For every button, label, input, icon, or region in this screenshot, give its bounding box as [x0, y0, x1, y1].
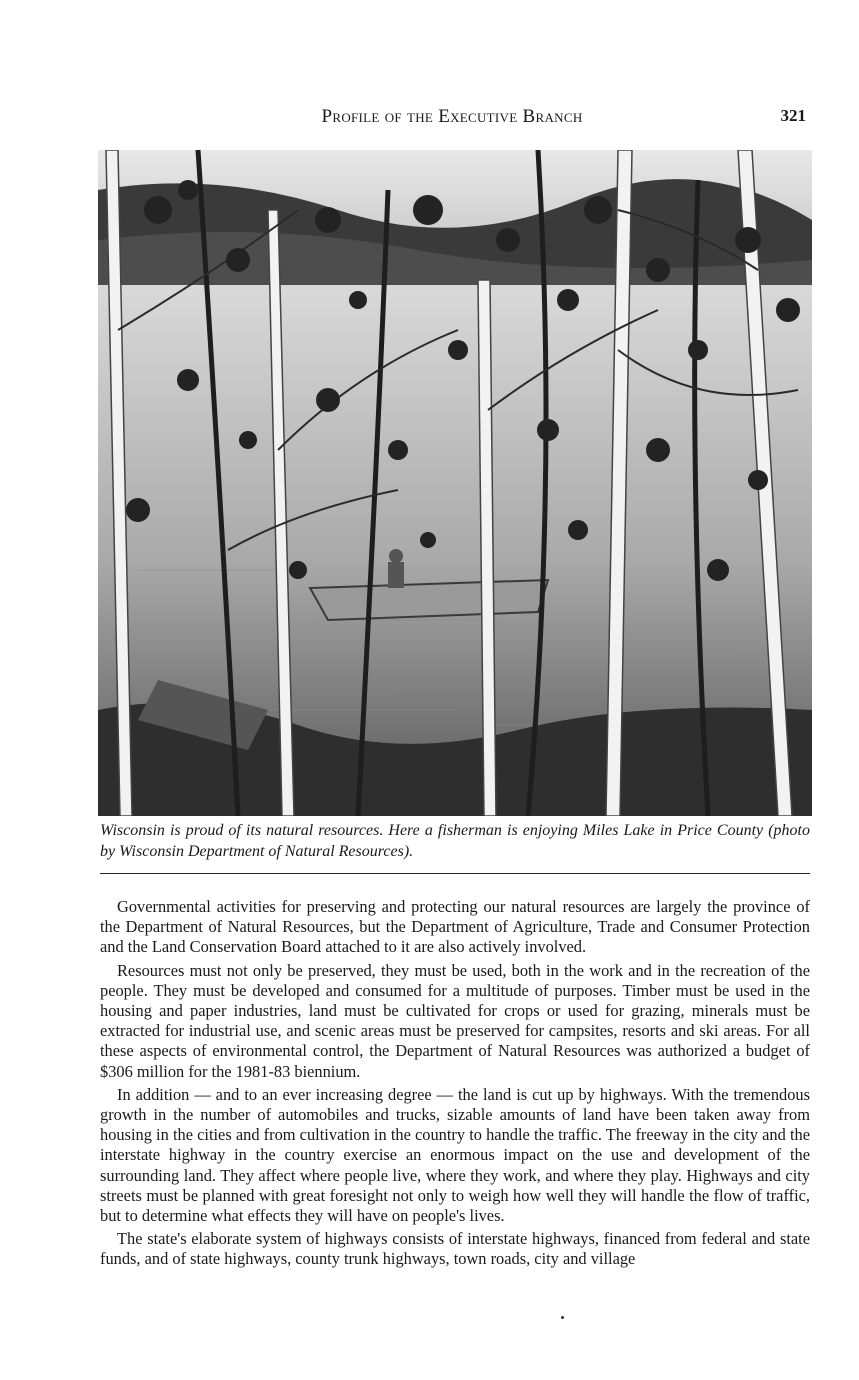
paragraph: The state's elaborate system of highways consists of interstate highways, financed from federal and state funds, and of state highways, county trunk highways, town roads, city and village	[100, 1229, 810, 1269]
paragraph: Resources must not only be preserved, they must be used, both in the work and in the recreation of the people. They must be developed and consumed for a multitude of purposes. Timber must be used in the housing and paper industries, land must be cultivated for crops or used for grazing, minerals must be extracted for industrial use, and scenic areas must be preserved for campsites, resorts and ski areas. For all these aspects of environmental control, the Department of Natural Resources was authorized a budget of $306 million for the 1981-83 biennium.	[100, 960, 810, 1081]
section-divider	[100, 873, 810, 874]
body-text	[100, 897, 810, 1273]
paragraph: Governmental activities for preserving and protecting our natural resources are largely the province of the Department of Natural Resources, but the Department of Agriculture, Trade and Consumer Protection and the Land Conservation Board attached to it are also actively involved.	[100, 897, 810, 957]
print-speck	[561, 1316, 564, 1319]
lake-photo-icon	[98, 150, 812, 816]
running-title: Profile of the Executive Branch	[321, 106, 583, 127]
page-number: 321	[780, 106, 806, 125]
lake-photo	[98, 150, 812, 816]
paragraph: In addition — and to an ever increasing degree — the land is cut up by highways. With the tremendous growth in the number of automobiles and trucks, sizable amounts of land have been taken away from housing in the cities and from cultivation in the country to handle the traffic. The freeway in the city and the interstate highway in the country exercise an enormous impact on the use and development of the surrounding land. They affect where people live, where they work, and where they play. Highways and city streets must be planned with great foresight not only to weigh how well they will handle the flow of traffic, but to determine what effects they will have on people's lives.	[100, 1084, 810, 1226]
page-header	[96, 104, 808, 134]
photo-caption: Wisconsin is proud of its natural resources. Here a fisherman is enjoying Miles Lake in Price County (photo by Wisconsin Department of Natural Resources).	[100, 822, 810, 860]
